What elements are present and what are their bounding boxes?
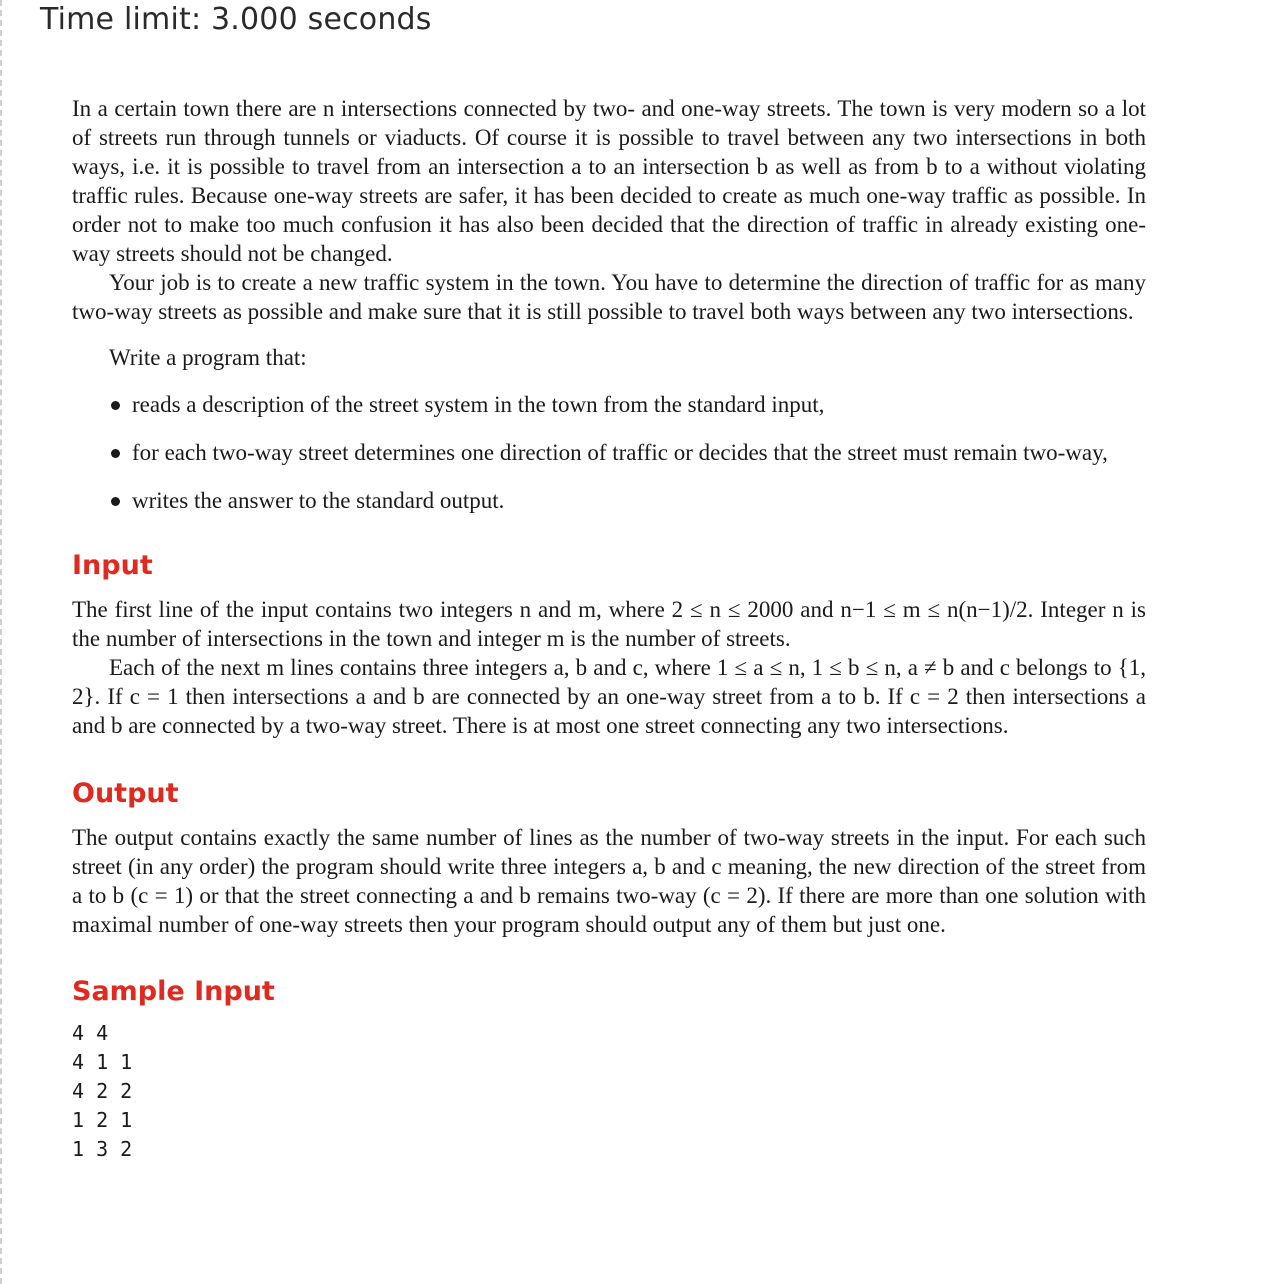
list-item: reads a description of the street system in the town from the standard input,: [132, 390, 1146, 419]
sample-line: 4 1 1: [72, 1050, 133, 1074]
sample-line: 1 2 1: [72, 1108, 133, 1132]
output-paragraph: The output contains exactly the same number of lines as the number of two-way streets in the input. For each such street (in any order) the program should write three integers a, b and c meaning, the new direction of the street from a to b (c = 1) or that the street connecting a and b remains two-way (c = 2). If there are more than one solution with maximal number of one-way streets then your program should output any of them but just one.: [72, 825, 1146, 937]
list-item: for each two-way street determines one direction of traffic or decides that the street must remain two-way,: [132, 438, 1146, 467]
statement-paragraph-1: In a certain town there are n intersections connected by two- and one-way streets. The town is very modern so a lot of streets run through tunnels or viaducts. Of course it is possible to travel between any two intersections in both ways, i.e. it is possible to travel from an intersection a to an intersection b as well as from b to a without violating traffic rules. Because one-way streets are safer, it has been decided to create as much one-way traffic as possible. In order not to make too much confusion it has also been decided that the direction of traffic in already existing one-way streets should not be changed.: [72, 96, 1146, 266]
sample-line: 4 4: [72, 1021, 109, 1045]
sample-input-heading: Sample Input: [72, 976, 275, 1007]
left-dashed-border: [0, 0, 6, 1284]
problem-statement: [72, 94, 1146, 1164]
requirements-list: [72, 390, 1146, 515]
input-paragraph-1: The first line of the input contains two integers n and m, where 2 ≤ n ≤ 2000 and n−1 ≤ m ≤ n(n−1)/2. Integer n is the number of intersections in the town and integer m is the number of streets.: [72, 597, 1146, 651]
input-paragraph-2: Each of the next m lines contains three integers a, b and c, where 1 ≤ a ≤ n, 1 ≤ b ≤ n, a ≠ b and c belongs to {1, 2}. If c = 1 then intersections a and b are connected by an one-way street from a to b. If c = 2 then intersections a and b are connected by a two-way street. There is at most one street connecting any two intersections.: [72, 655, 1146, 738]
list-item: writes the answer to the standard output.: [132, 486, 1146, 515]
sample-input-block: [72, 1019, 1146, 1164]
sample-line: 1 3 2: [72, 1137, 133, 1161]
statement-paragraph-2: Your job is to create a new traffic system in the town. You have to determine the direction of traffic for as many two-way streets as possible and make sure that it is still possible to travel both ways between any two intersections.: [72, 270, 1146, 324]
input-heading: Input: [72, 550, 153, 581]
time-limit: Time limit: 3.000 seconds: [40, 2, 432, 37]
write-program-intro: Write a program that:: [109, 345, 307, 370]
sample-line: 4 2 2: [72, 1079, 133, 1103]
output-heading: Output: [72, 778, 179, 809]
